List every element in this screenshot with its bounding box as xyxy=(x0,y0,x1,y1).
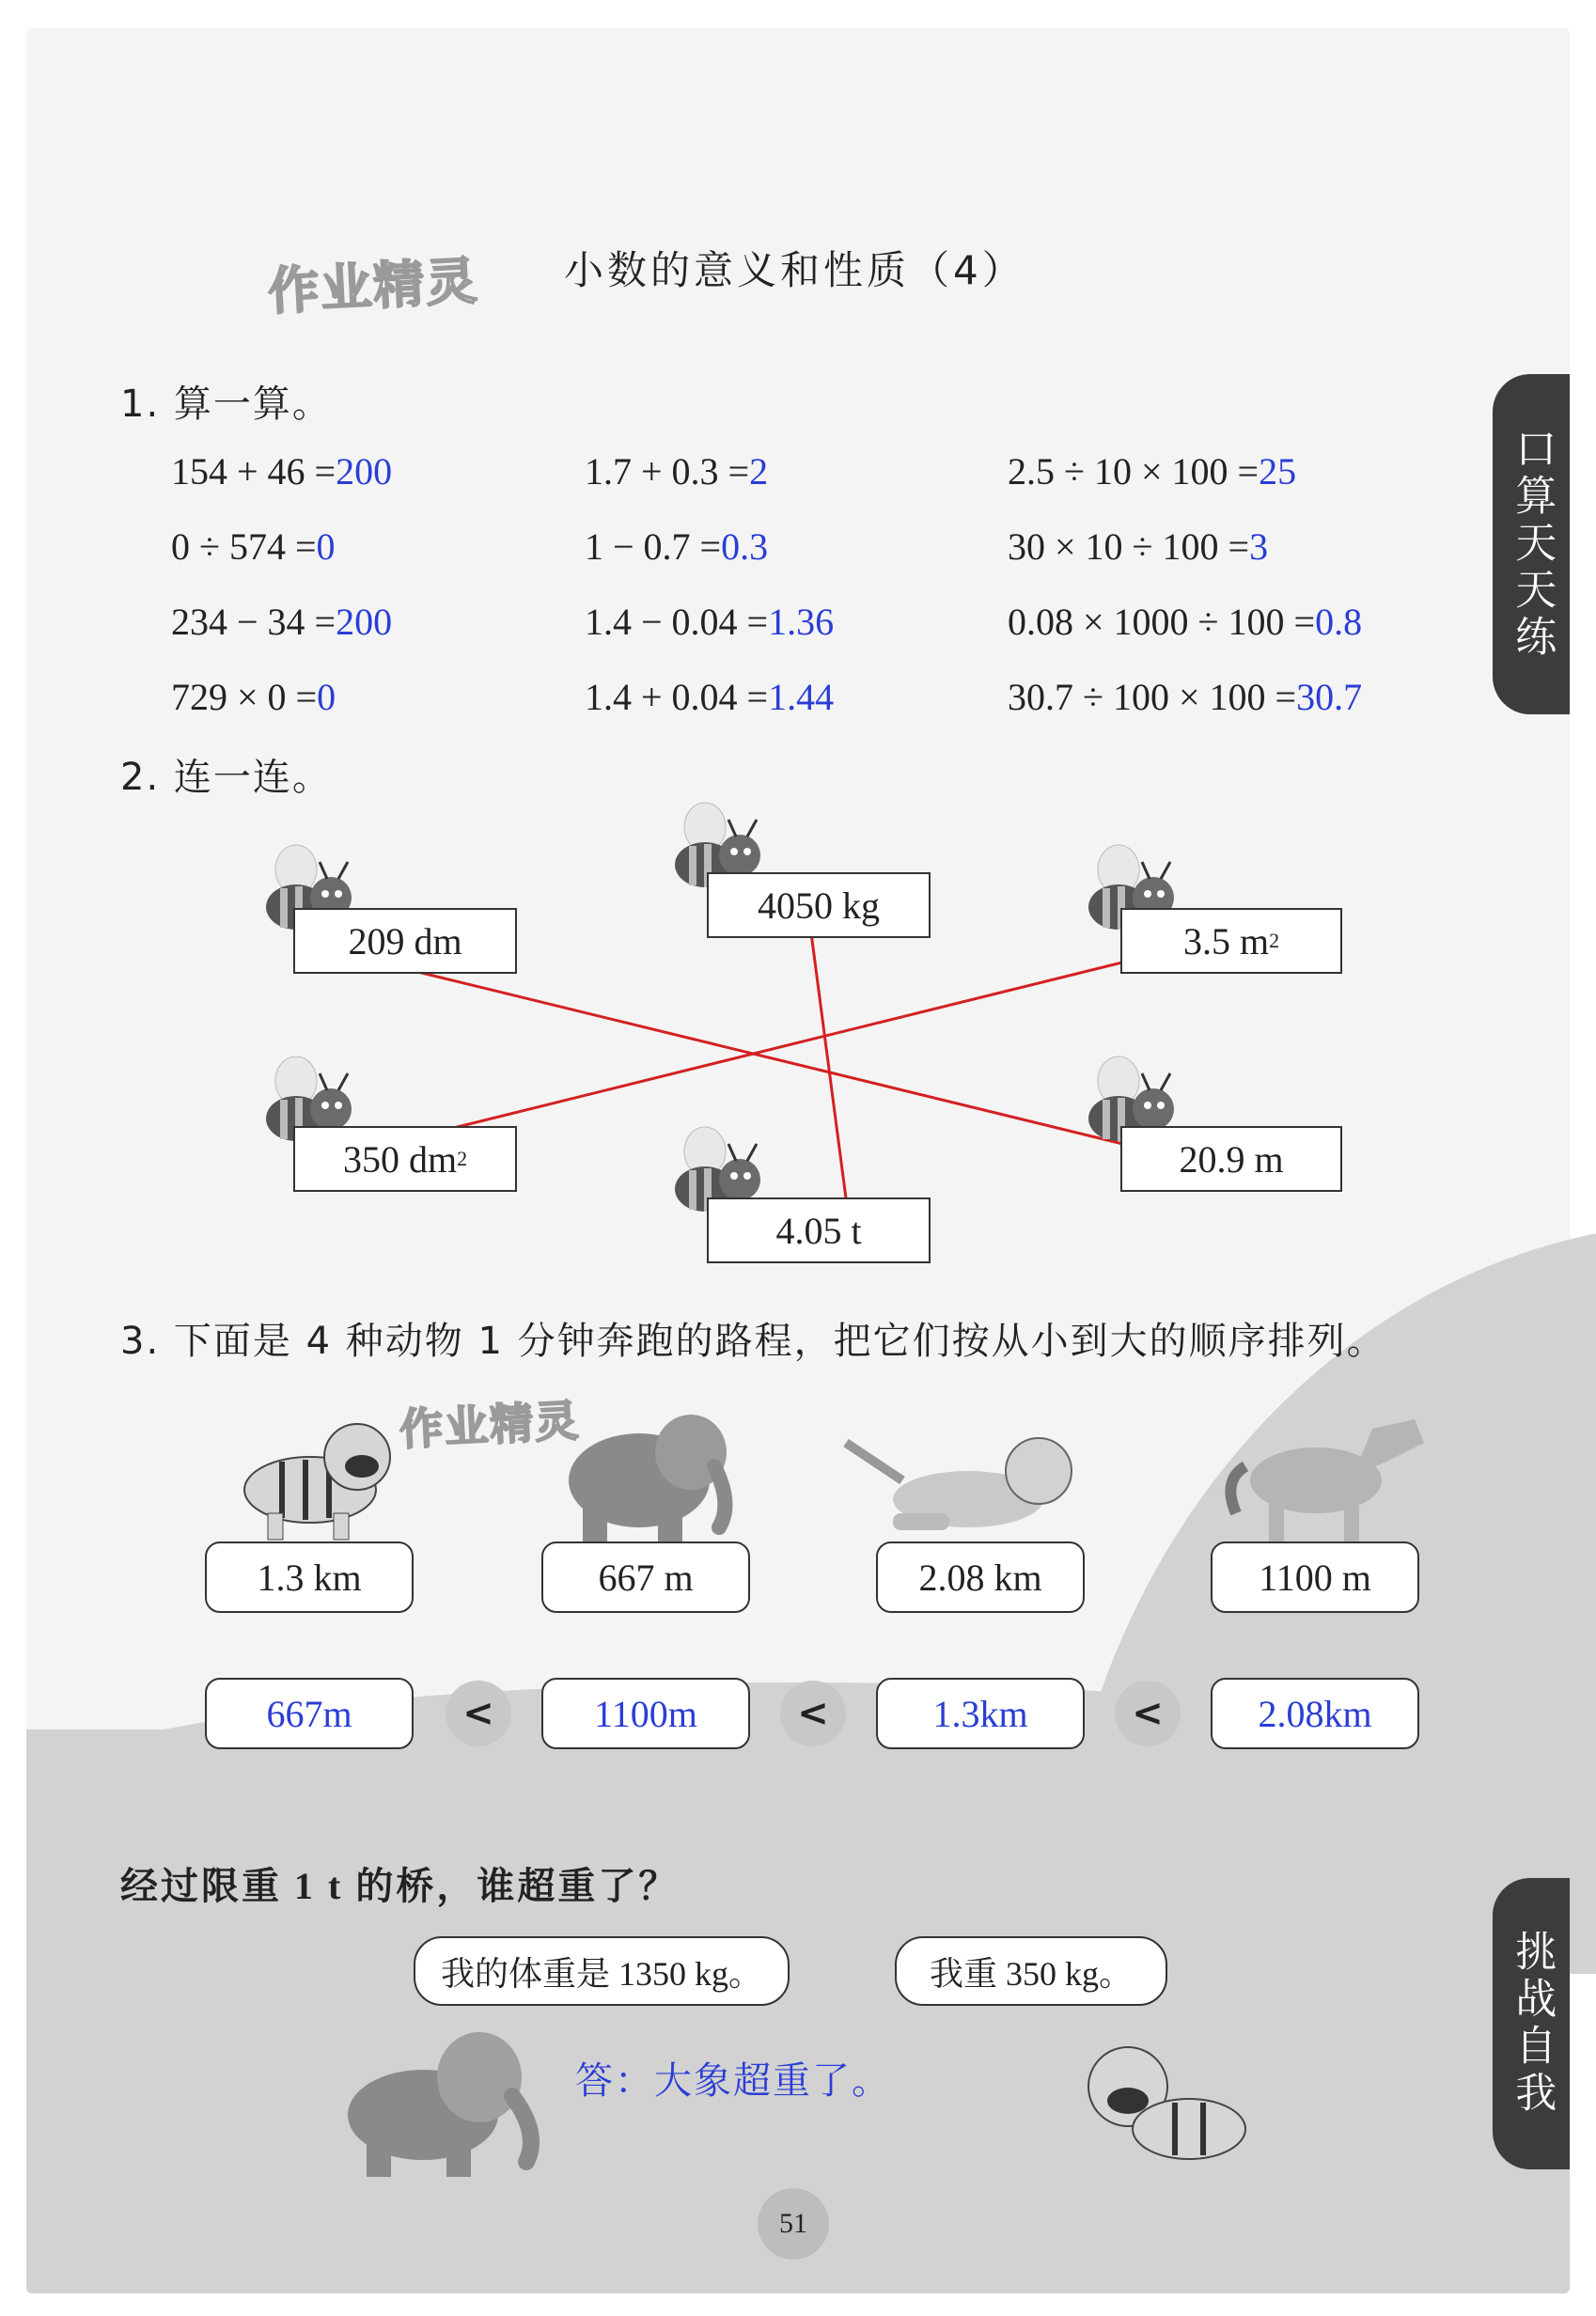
tiger-icon xyxy=(216,1405,404,1546)
answer-text: 667m xyxy=(266,1692,352,1735)
value-text: 209 dm xyxy=(348,919,462,962)
value-box[interactable] xyxy=(1120,908,1342,974)
calc-question: 1.4 + 0.04 = xyxy=(585,676,769,718)
value-box[interactable] xyxy=(1120,1126,1342,1192)
cheetah-icon xyxy=(837,1424,1081,1541)
calc-answer[interactable]: 2 xyxy=(749,450,769,493)
challenge-answer: 答：大象超重了。 xyxy=(575,2059,891,2103)
challenge-question: 经过限重 1 t 的桥，谁超重了？ xyxy=(120,1865,680,1907)
answer-box[interactable] xyxy=(205,1678,414,1749)
superscript: 2 xyxy=(457,1147,468,1170)
less-than-symbol: < xyxy=(780,1681,846,1746)
speech-text: 我的体重是 1350 kg。 xyxy=(440,1954,762,1993)
value-text: 4050 kg xyxy=(758,884,880,927)
watermark: 作业精灵 xyxy=(398,1395,582,1455)
value-text: 20.9 m xyxy=(1179,1137,1284,1181)
distance-text: 1100 m xyxy=(1259,1556,1371,1599)
calc-answer[interactable]: 0 xyxy=(316,525,336,568)
calc-answer[interactable]: 30.7 xyxy=(1296,676,1363,718)
value-text: 4.05 t xyxy=(775,1209,862,1252)
distance-box xyxy=(541,1541,750,1613)
answer-box[interactable] xyxy=(876,1678,1085,1749)
calc-question: 2.5 ÷ 10 × 100 = xyxy=(1008,450,1260,493)
watermark: 作业精灵 xyxy=(266,251,480,321)
answer-text: 2.08km xyxy=(1258,1692,1372,1735)
distance-text: 2.08 km xyxy=(918,1556,1042,1599)
calc-answer[interactable]: 1.44 xyxy=(768,676,835,718)
elephant-icon xyxy=(329,2011,555,2181)
less-than-symbol: < xyxy=(446,1681,511,1746)
value-box[interactable] xyxy=(707,872,931,938)
calc-answer[interactable]: 0.3 xyxy=(721,525,769,568)
distance-box xyxy=(205,1541,414,1613)
calc-question: 234 − 34 = xyxy=(171,601,336,643)
calc-answer[interactable]: 200 xyxy=(336,450,393,493)
value-text: 350 dm xyxy=(342,1137,458,1181)
match-line xyxy=(415,954,1156,1137)
elephant-speech-bubble xyxy=(414,1936,790,2006)
calc-question: 30 × 10 ÷ 100 = xyxy=(1008,525,1250,568)
value-box[interactable] xyxy=(707,1197,931,1263)
calc-answer[interactable]: 0 xyxy=(317,676,336,718)
tiger-icon xyxy=(1072,2035,1260,2176)
horse-icon xyxy=(1213,1391,1429,1551)
calc-answer[interactable]: 0.8 xyxy=(1315,601,1363,643)
calc-question: 1.4 − 0.04 = xyxy=(585,601,769,643)
value-text: 3.5 m xyxy=(1182,919,1270,962)
section-3-heading: 3. 下面是 4 种动物 1 分钟奔跑的路程，把它们按从小到大的顺序排列。 xyxy=(120,1320,1386,1363)
side-tab-label: 挑战自我 xyxy=(1508,1930,1557,2118)
side-tab-label: 口算天天练 xyxy=(1508,427,1557,662)
calc-answer[interactable]: 3 xyxy=(1249,525,1269,568)
calc-question: 729 × 0 = xyxy=(171,676,318,718)
calc-answer[interactable]: 25 xyxy=(1259,450,1297,493)
answer-text: 1100m xyxy=(594,1692,697,1735)
value-box[interactable] xyxy=(293,908,517,974)
less-than-symbol: < xyxy=(1115,1681,1181,1746)
value-box[interactable] xyxy=(293,1126,517,1192)
section-1-heading: 1. 算一算。 xyxy=(120,383,332,426)
distance-text: 667 m xyxy=(598,1556,694,1599)
calc-question: 0.08 × 1000 ÷ 100 = xyxy=(1008,601,1316,643)
page-number: 51 xyxy=(758,2188,829,2260)
match-line xyxy=(402,968,1142,1149)
speech-text: 我重 350 kg。 xyxy=(929,1954,1133,1993)
distance-text: 1.3 km xyxy=(257,1556,362,1599)
side-tab-challenge[interactable] xyxy=(1493,1878,1570,2169)
distance-box xyxy=(876,1541,1085,1613)
calc-question: 1 − 0.7 = xyxy=(585,525,722,568)
page-title: 小数的意义和性质（4） xyxy=(564,247,1025,293)
calc-question: 1.7 + 0.3 = xyxy=(585,450,750,493)
section-2-heading: 2. 连一连。 xyxy=(120,756,332,799)
tiger-speech-bubble xyxy=(895,1936,1167,2006)
calc-answer[interactable]: 200 xyxy=(336,601,393,643)
calc-answer[interactable]: 1.36 xyxy=(768,601,835,643)
answer-box[interactable] xyxy=(541,1678,750,1749)
calc-question: 154 + 46 = xyxy=(171,450,336,493)
calc-question: 30.7 ÷ 100 × 100 = xyxy=(1008,676,1297,718)
answer-text: 1.3km xyxy=(932,1692,1028,1735)
answer-box[interactable] xyxy=(1211,1678,1419,1749)
calc-question: 0 ÷ 574 = xyxy=(171,525,317,568)
distance-box xyxy=(1211,1541,1419,1613)
superscript: 2 xyxy=(1269,929,1280,952)
elephant-icon xyxy=(555,1401,743,1546)
